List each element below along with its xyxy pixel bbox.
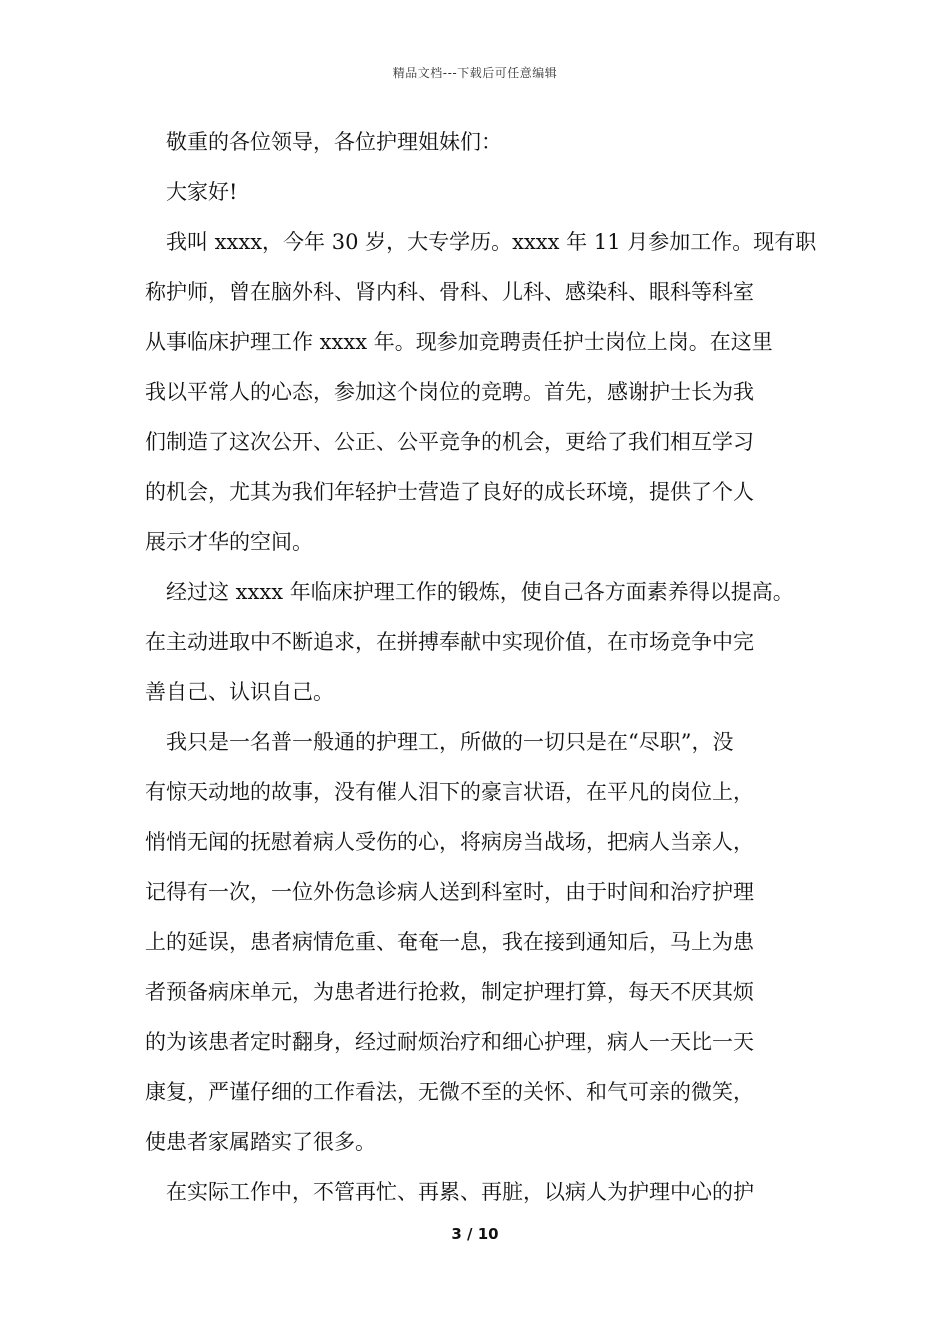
paragraph-line: 我只是一名普一般通的护理工，所做的一切只是在“尽职”，没 <box>166 730 734 754</box>
paragraph-line: 的为该患者定时翻身，经过耐烦治疗和细心护理，病人一天比一天 <box>145 1030 754 1054</box>
paragraph <box>145 1167 813 1217</box>
paragraph-line: 称护师，曾在脑外科、肾内科、骨科、儿科、感染科、眼科等科室 <box>145 280 754 304</box>
paragraph-line: 敬重的各位领导，各位护理姐妹们： <box>166 130 502 154</box>
page-number <box>0 1225 950 1243</box>
paragraph-line: 我以平常人的心态，参加这个岗位的竞聘。首先，感谢护士长为我 <box>145 380 754 404</box>
paragraph-line: 从事临床护理工作 xxxx 年。现参加竞聘责任护士岗位上岗。在这里 <box>145 330 773 354</box>
paragraph-line: 经过这 xxxx 年临床护理工作的锻炼，使自己各方面素养得以提高。 <box>166 580 794 604</box>
paragraph-line: 们制造了这次公开、公正、公平竞争的机会，更给了我们相互学习 <box>145 430 754 454</box>
page-header: 精品文档---下载后可任意编辑 <box>392 66 558 80</box>
paragraph-line: 我叫 xxxx，今年 30 岁，大专学历。xxxx 年 11 月参加工作。现有职 <box>166 230 817 254</box>
paragraph <box>145 717 813 1167</box>
paragraph-line: 展示才华的空间。 <box>145 530 313 554</box>
paragraph <box>145 167 813 217</box>
paragraph-line: 悄悄无闻的抚慰着病人受伤的心，将病房当战场，把病人当亲人， <box>145 830 754 854</box>
paragraph-line: 上的延误，患者病情危重、奄奄一息，我在接到通知后，马上为患 <box>145 930 754 954</box>
paragraph-line: 有惊天动地的故事，没有催人泪下的豪言状语，在平凡的岗位上， <box>145 780 754 804</box>
paragraph <box>145 217 817 567</box>
paragraph-line: 在主动进取中不断追求，在拼搏奉献中实现价值，在市场竞争中完 <box>145 630 754 654</box>
paragraph-line: 者预备病床单元，为患者进行抢救，制定护理打算，每天不厌其烦 <box>145 980 754 1004</box>
paragraph-line: 善自己、认识自己。 <box>145 680 334 704</box>
paragraph-line: 记得有一次，一位外伤急诊病人送到科室时，由于时间和治疗护理 <box>145 880 754 904</box>
paragraph-line: 使患者家属踏实了很多。 <box>145 1130 376 1154</box>
paragraph-line: 在实际工作中，不管再忙、再累、再脏，以病人为护理中心的护 <box>166 1180 754 1204</box>
paragraph-line: 大家好! <box>166 180 238 204</box>
paragraph <box>145 567 813 717</box>
paragraph-line: 的机会，尤其为我们年轻护士营造了良好的成长环境，提供了个人 <box>145 480 754 504</box>
total-pages: 10 <box>477 1225 499 1243</box>
page-separator: / <box>461 1225 478 1243</box>
current-page: 3 <box>451 1225 462 1243</box>
paragraph-line: 康复，严谨仔细的工作看法，无微不至的关怀、和气可亲的微笑， <box>145 1080 754 1104</box>
paragraph <box>145 117 813 167</box>
document-body <box>145 117 817 1217</box>
